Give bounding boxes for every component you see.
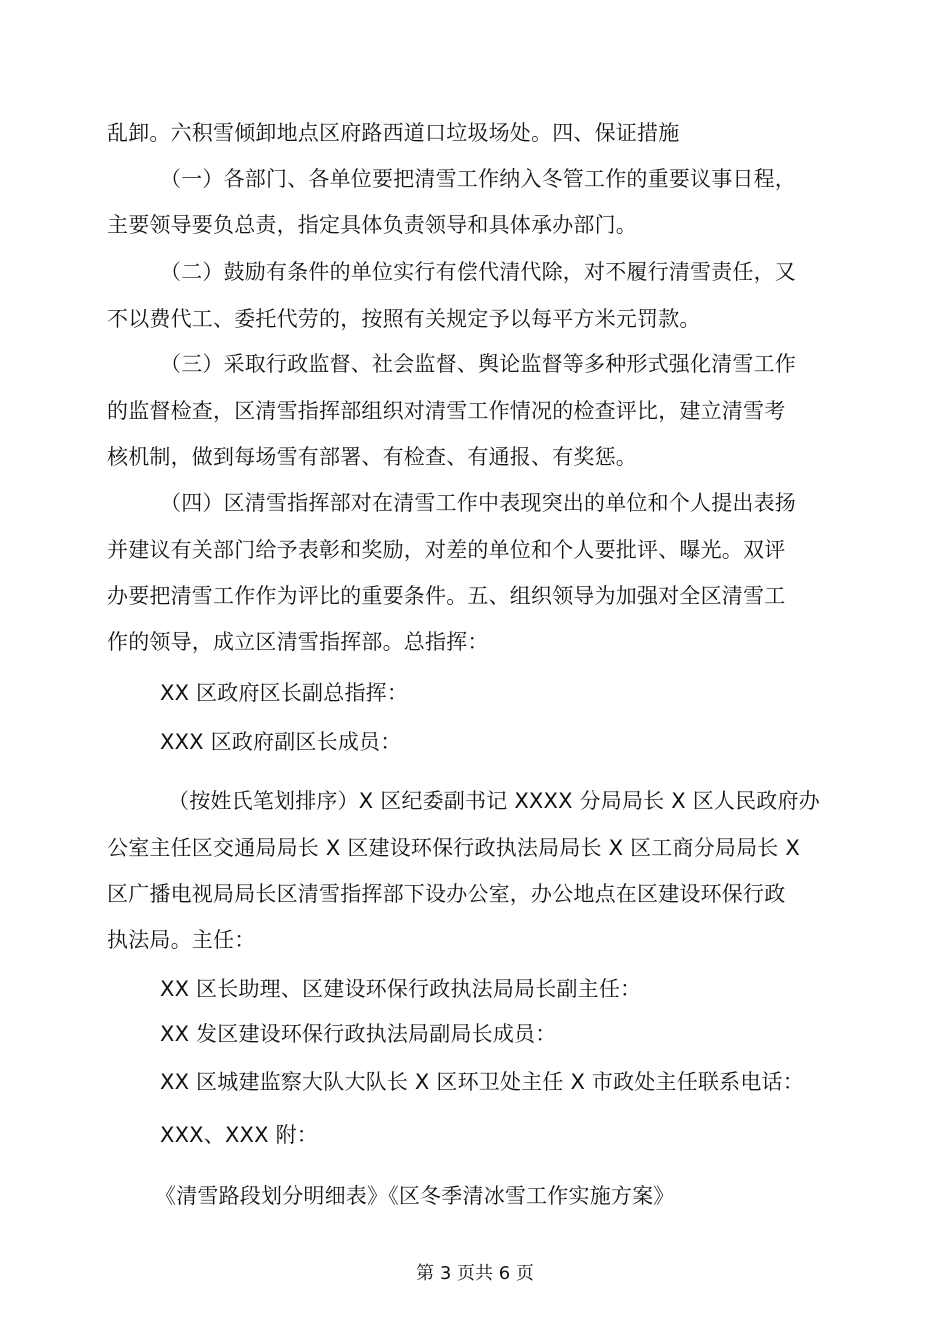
text-line: XX 区长助理、区建设环保行政执法局局长副主任： bbox=[160, 977, 642, 1001]
text-line: 不以费代工、委托代劳的，按照有关规定予以每平方米元罚款。 bbox=[107, 307, 701, 331]
text-line: 区广播电视局局长区清雪指挥部下设办公室，办公地点在区建设环保行政 bbox=[107, 882, 786, 906]
text-line: 《清雪路段划分明细表》《区冬季清冰雪工作实施方案》 bbox=[155, 1184, 675, 1208]
text-line: （三）采取行政监督、社会监督、舆论监督等多种形式强化清雪工作 bbox=[160, 352, 796, 376]
text-line: XX 发区建设环保行政执法局副局长成员： bbox=[160, 1022, 557, 1046]
page-footer: 第 3 页共 6 页 bbox=[416, 1263, 534, 1284]
text-line: （一）各部门、各单位要把清雪工作纳入冬管工作的重要议事日程， bbox=[160, 167, 796, 191]
text-line: 的监督检查，区清雪指挥部组织对清雪工作情况的检查评比，建立清雪考 bbox=[107, 399, 786, 423]
text-line: XX 区政府区长副总指挥： bbox=[160, 681, 409, 705]
text-line: （二）鼓励有条件的单位实行有偿代清代除，对不履行清雪责任，又 bbox=[160, 260, 796, 284]
text-line: 公室主任区交通局局长 X 区建设环保行政执法局局长 X 区工商分局局长 X bbox=[107, 836, 800, 860]
text-line: XXX 区政府副区长成员： bbox=[160, 730, 402, 754]
text-line: XX 区城建监察大队大队长 X 区环卫处主任 X 市政处主任联系电话： bbox=[160, 1070, 804, 1094]
text-line: （四）区清雪指挥部对在清雪工作中表现突出的单位和个人提出表扬 bbox=[160, 491, 796, 515]
text-line: 主要领导要负总责，指定具体负责领导和具体承办部门。 bbox=[107, 213, 637, 237]
text-line: 核机制，做到每场雪有部署、有检查、有通报、有奖惩。 bbox=[107, 445, 637, 469]
text-line: XXX、XXX 附： bbox=[160, 1123, 318, 1147]
text-line: 乱卸。六积雪倾卸地点区府路西道口垃圾场处。四、保证措施 bbox=[107, 121, 680, 145]
text-line: （按姓氏笔划排序）X 区纪委副书记 XXXX 分局局长 X 区人民政府办 bbox=[168, 789, 820, 813]
text-line: 办要把清雪工作作为评比的重要条件。五、组织领导为加强对全区清雪工 bbox=[107, 584, 786, 608]
text-line: 作的领导，成立区清雪指挥部。总指挥： bbox=[107, 630, 489, 654]
text-line: 并建议有关部门给予表彰和奖励，对差的单位和个人要批评、曝光。双评 bbox=[107, 538, 786, 562]
text-line: 执法局。主任： bbox=[107, 928, 256, 952]
